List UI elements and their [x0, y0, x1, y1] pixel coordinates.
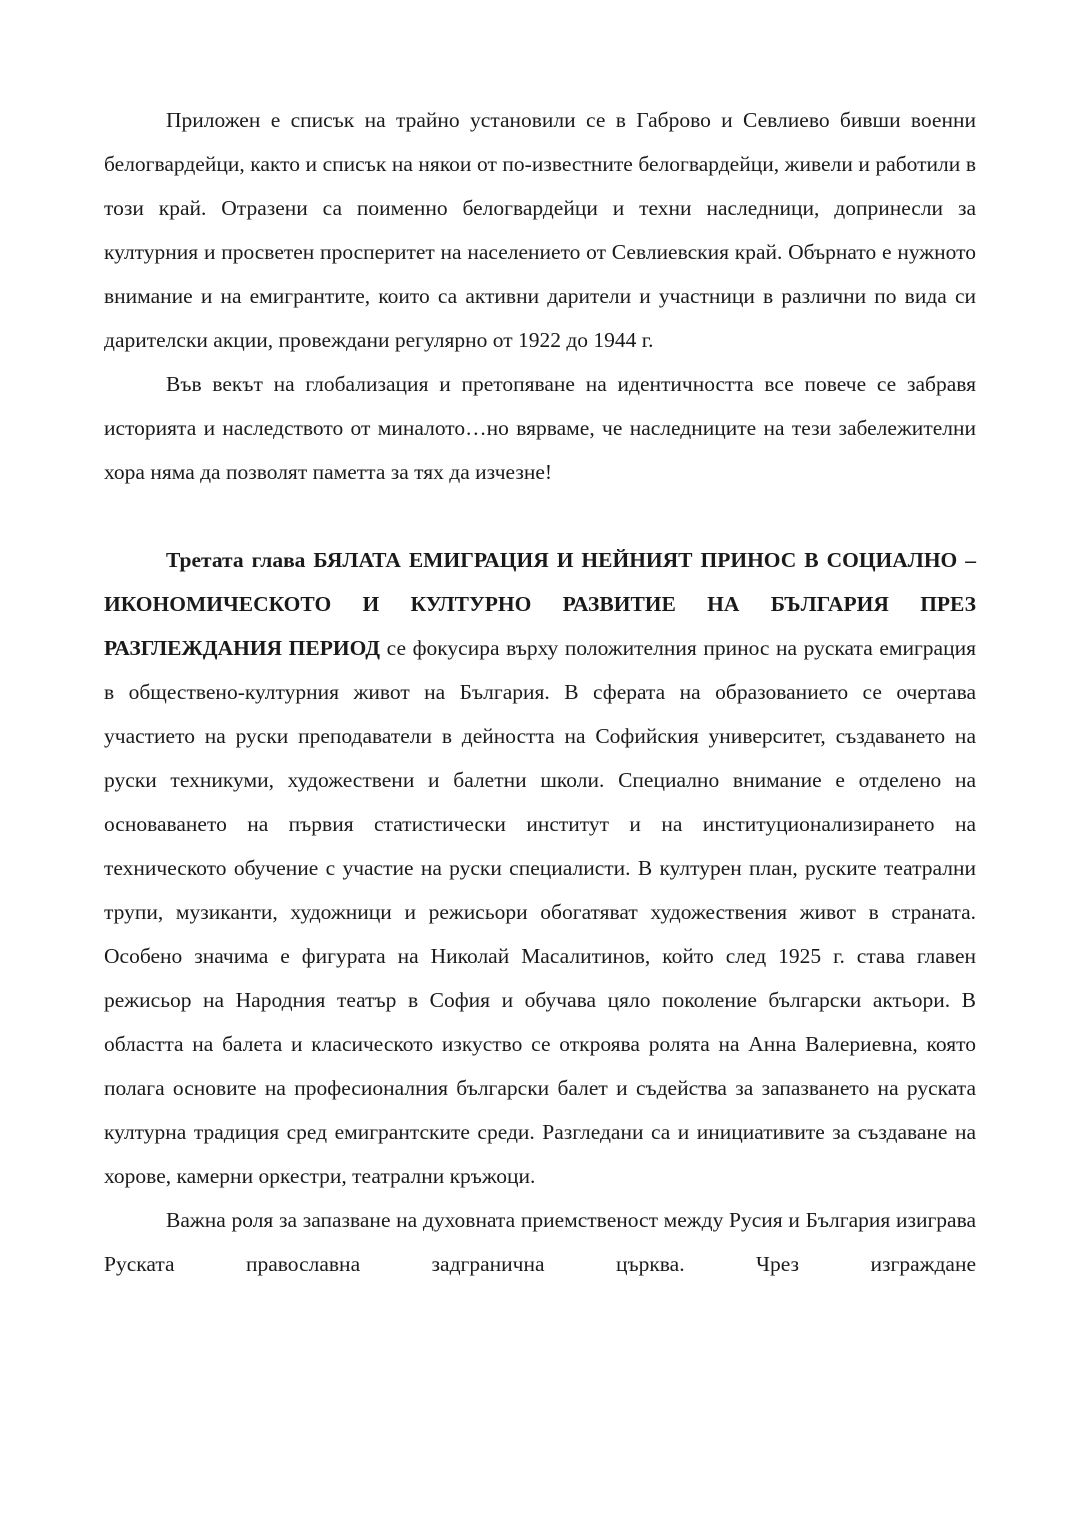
paragraph-gap [104, 494, 976, 538]
paragraph-whiteguard-lists: Приложен е списък на трайно установили се в Габрово и Севлиево бивши военни белогвардейци, както и списък на някои от по-известните белогвардейци, живели и работили в този край. Отразени са поименно белогвардейци и техни наследници, допринесли за културния и просветен просперитет на населението от Севлиевския край. Обърнато е нужното внимание и на емигрантите, които са активни дарители и участници в различни по вида си дарителски акции, провеждани регулярно от 1922 до 1944 г. [104, 108, 976, 352]
chapter-three-title: Третата глава БЯЛАТА ЕМИГРАЦИЯ И НЕЙНИЯТ ПРИНОС В СОЦИАЛНО – ИКОНОМИЧЕСКОТО И КУЛТУРНО РАЗВИТИЕ НА БЪЛГАРИЯ ПРЕЗ РАЗГЛЕЖДАНИЯ ПЕРИОД [104, 548, 976, 660]
chapter-three-body: се фокусира върху положителния принос на руската емиграция в обществено-културния живот на България. В сферата на образованието се очертава участието на руски преподаватели в дейността на Софийския университет, създаването на руски техникуми, художествени и балетни школи. Специално внимание е отделено на основаването на първия статистически институт и на институционализирането на техническото обучение с участие на руски специалисти. В културен план, руските театрални трупи, музиканти, художници и режисьори обогатяват художествения живот в страната. Особено значима е фигурата на Николай Масалитинов, който след 1925 г. става главен режисьор на Народния театър в София и обучава цяло поколение български актьори. В областта на балета и класическото изкуство се откроява ролята на Анна Валериевна, която полага основите на професионалния български балет и съдейства за запазването на руската културна традиция сред емигрантските среди. Разгледани са и инициативите за създаване на хорове, камерни оркестри, театрални кръжоци. [104, 636, 977, 1188]
paragraph-chapter-three [104, 538, 976, 1198]
paragraph-globalization: Във векът на глобализация и претопяване на идентичността все повече се забравя историята и наследството от миналото…но вярваме, че наследниците на тези забележителни хора няма да позволят паметта за тях да изчезне! [104, 372, 976, 484]
document-page [104, 98, 976, 1286]
paragraph-orthodox-church: Важна роля за запазване на духовната приемственост между Русия и България изиграва Руската православна задгранична църква. Чрез изграждане [104, 1208, 976, 1276]
